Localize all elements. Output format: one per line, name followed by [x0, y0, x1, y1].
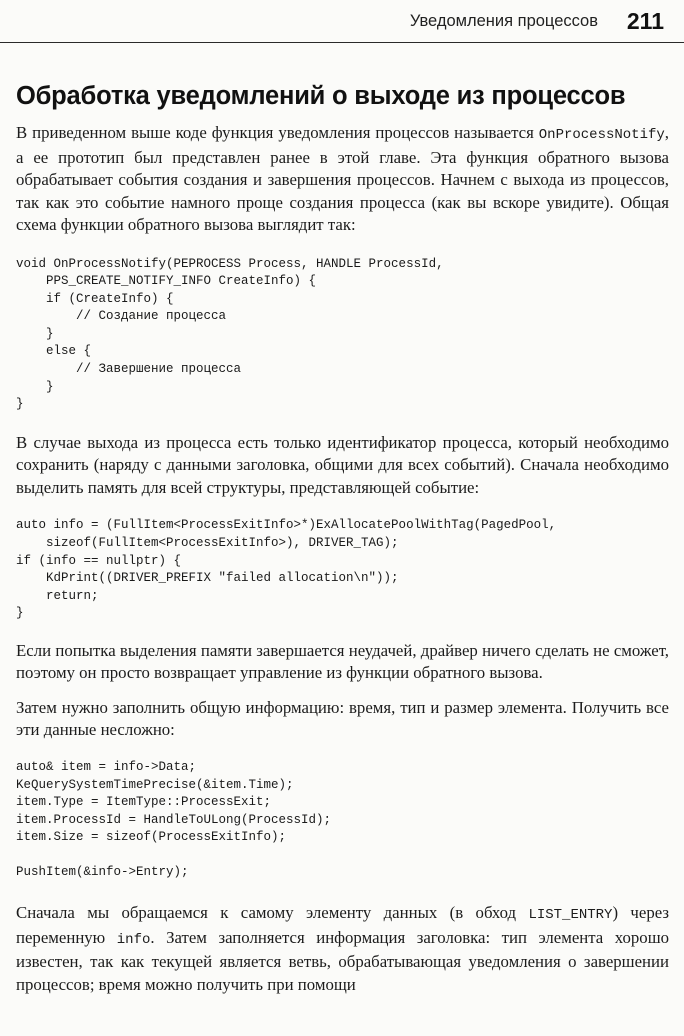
page-header — [0, 0, 684, 44]
paragraph-access-data — [16, 902, 669, 996]
code-line: } — [16, 397, 24, 412]
paragraph-intro — [16, 122, 669, 237]
code-line: PPS_CREATE_NOTIFY_INFO CreateInfo) { — [16, 274, 317, 289]
code-line — [16, 847, 669, 865]
code-line: PushItem(&info->Entry); — [16, 865, 189, 880]
code-line: // Завершение процесса — [16, 362, 242, 377]
inline-code: info — [116, 931, 151, 948]
header-rule — [0, 42, 684, 43]
inline-code: OnProcessNotify — [538, 127, 665, 143]
code-line: } — [16, 606, 24, 621]
code-line: if (info == nullptr) { — [16, 553, 182, 568]
code-line: auto& item = info->Data; — [16, 759, 197, 774]
paragraph-text: , а ее прототип был представлен ранее в этой главе. Эта функция обратного вызова обрабатывает события создания и завершения процессов. Начнем с выхода из процессов, так как это событие намного проще создания процесса (как вы вскоре увидите). Общая схема функции обратного вызова выглядит так: — [16, 123, 669, 234]
code-block-allocation — [16, 517, 669, 623]
code-line: // Создание процесса — [16, 309, 227, 324]
code-line: } — [16, 326, 54, 341]
paragraph-text: В приведенном выше коде функция уведомления процессов называется — [16, 123, 539, 142]
code-line: sizeof(FullItem<ProcessExitInfo>), DRIVER_TAG); — [16, 535, 399, 550]
running-title: Уведомления процессов — [409, 12, 598, 30]
code-line: void OnProcessNotify(PEPROCESS Process, HANDLE ProcessId, — [16, 256, 444, 271]
code-line: return; — [16, 588, 99, 603]
code-block-callback-skeleton — [16, 256, 669, 414]
code-block-fill-item — [16, 759, 669, 882]
page-body — [16, 82, 669, 996]
code-line: auto info = (FullItem<ProcessExitInfo>*)ExAllocatePoolWithTag(PagedPool, — [16, 518, 557, 533]
section-title: Обработка уведомлений о выходе из процессов — [16, 82, 626, 110]
code-line: } — [16, 379, 54, 394]
paragraph-text: . Затем заполняется информация заголовка: тип элемента хорошо известен, так как текущей является ветвь, обрабатывающая уведомления о завершении процессов; время можно получить при помощи — [16, 927, 670, 994]
code-line: KeQuerySystemTimePrecise(&item.Time); — [16, 777, 294, 792]
paragraph-allocation-failure: Если попытка выделения памяти завершается неудачей, драйвер ничего сделать не сможет, поэтому он просто возвращает управление из функции обратного вызова. — [16, 640, 669, 683]
code-line: item.Type = ItemType::ProcessExit; — [16, 795, 272, 810]
code-line: item.ProcessId = HandleToULong(ProcessId); — [16, 812, 332, 827]
paragraph-exit-info: В случае выхода из процесса есть только идентификатор процесса, который необходимо сохранить (наряду с данными заголовка, общими для всех событий). Сначала необходимо выделить память для всей структуры, представляющей событие: — [16, 432, 669, 497]
inline-code: LIST_ENTRY — [528, 907, 613, 924]
paragraph-text: Сначала мы обращаемся к самому элементу данных (в обход — [16, 903, 529, 923]
paragraph-text: ) через переменную — [16, 903, 669, 947]
code-line: KdPrint((DRIVER_PREFIX "failed allocation\n")); — [16, 571, 399, 586]
paragraph-fill-header: Затем нужно заполнить общую информацию: время, тип и размер элемента. Получить все эти данные несложно: — [16, 697, 669, 740]
code-line: item.Size = sizeof(ProcessExitInfo); — [16, 830, 287, 845]
code-line: if (CreateInfo) { — [16, 291, 174, 306]
code-line: else { — [16, 344, 92, 359]
page-number: 211 — [626, 8, 664, 34]
